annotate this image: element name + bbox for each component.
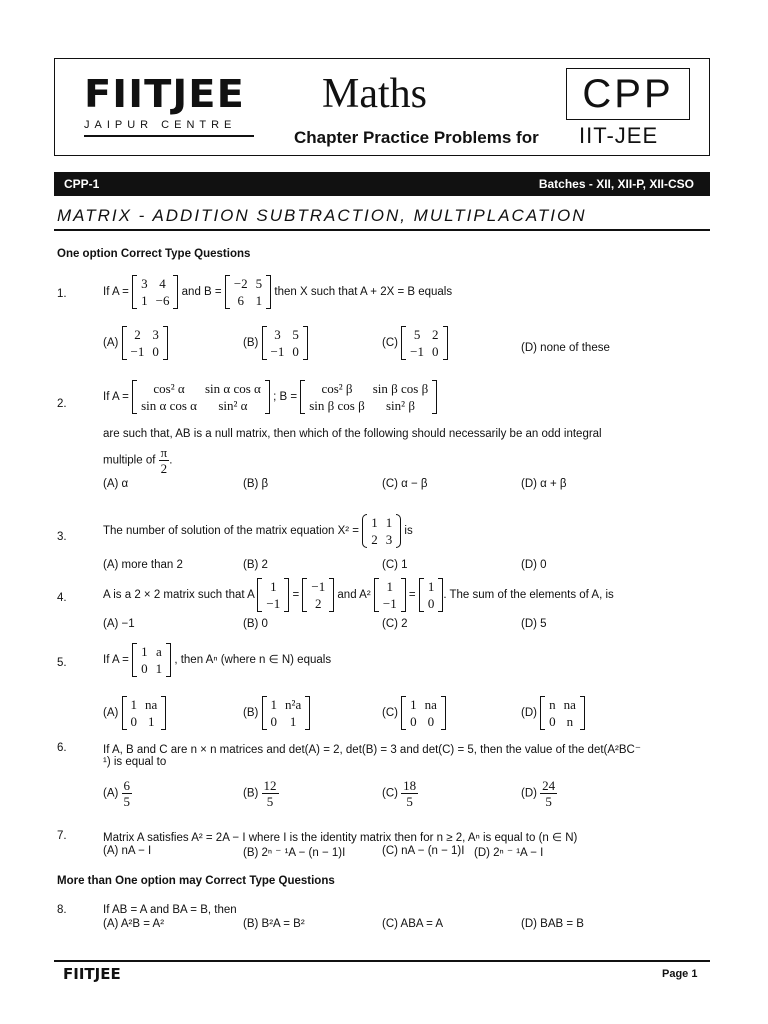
q5-option-a: (A) 1 na 0 1 <box>103 696 166 730</box>
q3-option-a: (A) more than 2 <box>103 559 183 571</box>
question-number: 3. <box>57 531 67 543</box>
q4-option-c: (C) 2 <box>382 618 408 630</box>
q1-post: then X such that A + 2X = B equals <box>274 286 453 299</box>
q7-text: Matrix A satisfies A² = 2A − I where I is the identity matrix then for n ≥ 2, Aⁿ is equal to (n ∈ N) <box>103 832 578 844</box>
section-heading-single: One option Correct Type Questions <box>57 248 251 260</box>
q6-option-c: (C) $\frac{18}{5}$ <box>382 778 417 809</box>
q5-option-c: (C) 1 na 0 0 <box>382 696 446 730</box>
question-number: 8. <box>57 904 67 916</box>
q8-option-d: (D) BAB = B <box>521 918 584 930</box>
q1-matrix-b: −2 5 6 1 <box>225 275 271 309</box>
q3-option-d: (D) 0 <box>521 559 547 571</box>
q2-option-a: (A) α <box>103 478 129 490</box>
pi-over-2: $\frac{\pi}{2}$ <box>160 445 168 476</box>
tagline: Chapter Practice Problems for <box>294 128 539 147</box>
q4-option-b: (B) 0 <box>243 618 268 630</box>
question-number: 6. <box>57 742 67 754</box>
q3-option-b: (B) 2 <box>243 559 268 571</box>
subject-title: Maths <box>322 71 427 117</box>
q2-option-d: (D) α + β <box>521 478 567 490</box>
q1-pre: If A = <box>103 286 129 299</box>
q2-option-b: (B) β <box>243 478 269 490</box>
q3-option-c: (C) 1 <box>382 559 408 571</box>
q7-option-c: (C) nA − (n − 1)I <box>382 845 465 857</box>
q2-option-c: (C) α − β <box>382 478 428 490</box>
title-underline <box>54 229 710 231</box>
footer-logo: FIITJEE <box>63 965 121 983</box>
tagline-exam: IIT-JEE <box>579 123 659 148</box>
page-number: Page 1 <box>662 968 698 980</box>
q7-option-b: (B) 2ⁿ ⁻ ¹A − (n − 1)I <box>243 847 346 859</box>
batch-bar <box>54 172 710 196</box>
fiitjee-logo: FIITJEE <box>84 72 245 116</box>
question-3: The number of solution of the matrix equation X² = 1 1 2 3 is <box>103 515 413 547</box>
q6-option-b: (B) $\frac{12}{5}$ <box>243 778 277 809</box>
q4-option-a: (A) −1 <box>103 618 135 630</box>
q4-option-d: (D) 5 <box>521 618 547 630</box>
q1-option-c: (C) 5 2 −1 0 <box>382 326 448 360</box>
question-4: A is a 2 × 2 matrix such that A 1 −1 = −1 2 and A² 1 −1 = 1 0 . The sum of the elements of A, is <box>103 579 614 611</box>
question-5: If A = 1 a 0 1 , then Aⁿ (where n ∈ N) equals <box>103 644 332 676</box>
cpp-badge: CPP <box>566 68 690 120</box>
q8-option-b: (B) B²A = B² <box>243 918 305 930</box>
batches-label: Batches - XII, XII-P, XII-CSO <box>538 177 694 191</box>
q1-option-b: (B) 3 5 −1 0 <box>243 326 308 360</box>
q6-line-1: If A, B and C are n × n matrices and det(A) = 2, det(B) = 3 and det(C) = 5, then the value of the det(A²BC⁻ <box>103 744 641 756</box>
section-heading-multi: More than One option may Correct Type Questions <box>57 875 335 887</box>
q6-option-a: (A) $\frac{6}{5}$ <box>103 778 131 809</box>
q8-option-c: (C) ABA = A <box>382 918 444 930</box>
q2-line-3: multiple of $\frac{\pi}{2}$ . <box>103 445 173 476</box>
q6-line-2: ¹) is equal to <box>103 756 167 768</box>
q1-matrix-a: 3 4 1 −6 <box>132 275 178 309</box>
logo-underline <box>84 135 254 137</box>
q5-option-d: (D) n na 0 n <box>521 696 585 730</box>
question-2: If A = cos² α sin α cos α sin α cos α sin² α ; B = cos² β sin β cos β sin β cos β sin² β <box>103 380 437 414</box>
q7-option-d: (D) 2ⁿ ⁻ ¹A − I <box>474 847 544 859</box>
cpp-number: CPP-1 <box>64 177 100 191</box>
question-number: 5. <box>57 657 67 669</box>
question-number: 1. <box>57 288 67 300</box>
q5-option-b: (B) 1 n²a 0 1 <box>243 696 310 730</box>
q1-mid: and B = <box>181 286 222 299</box>
q5-matrix-a: 1 a 0 1 <box>132 643 171 677</box>
q2-matrix-a: cos² α sin α cos α sin α cos α sin² α <box>132 380 270 414</box>
question-1 <box>103 275 452 309</box>
q8-option-a: (A) A²B = A² <box>103 918 165 930</box>
question-number: 4. <box>57 592 67 604</box>
q2-matrix-b: cos² β sin β cos β sin β cos β sin² β <box>300 380 437 414</box>
question-number: 7. <box>57 830 67 842</box>
q2-line-2: are such that, AB is a null matrix, then which of the following should necessarily be an odd integral <box>103 428 602 440</box>
q1-option-d: (D) none of these <box>521 342 610 354</box>
footer-rule <box>54 960 710 962</box>
question-number: 2. <box>57 398 67 410</box>
q6-option-d: (D) $\frac{24}{5}$ <box>521 778 556 809</box>
q1-option-a: (A) 2 3 −1 0 <box>103 326 168 360</box>
q3-matrix: 1 1 2 3 <box>362 514 401 548</box>
logo-subtitle: JAIPUR CENTRE <box>84 119 237 131</box>
q7-option-a: (A) nA − I <box>103 845 152 857</box>
q8-text: If AB = A and BA = B, then <box>103 904 237 916</box>
chapter-title: MATRIX - ADDITION SUBTRACTION, MULTIPLACATION <box>57 206 587 225</box>
